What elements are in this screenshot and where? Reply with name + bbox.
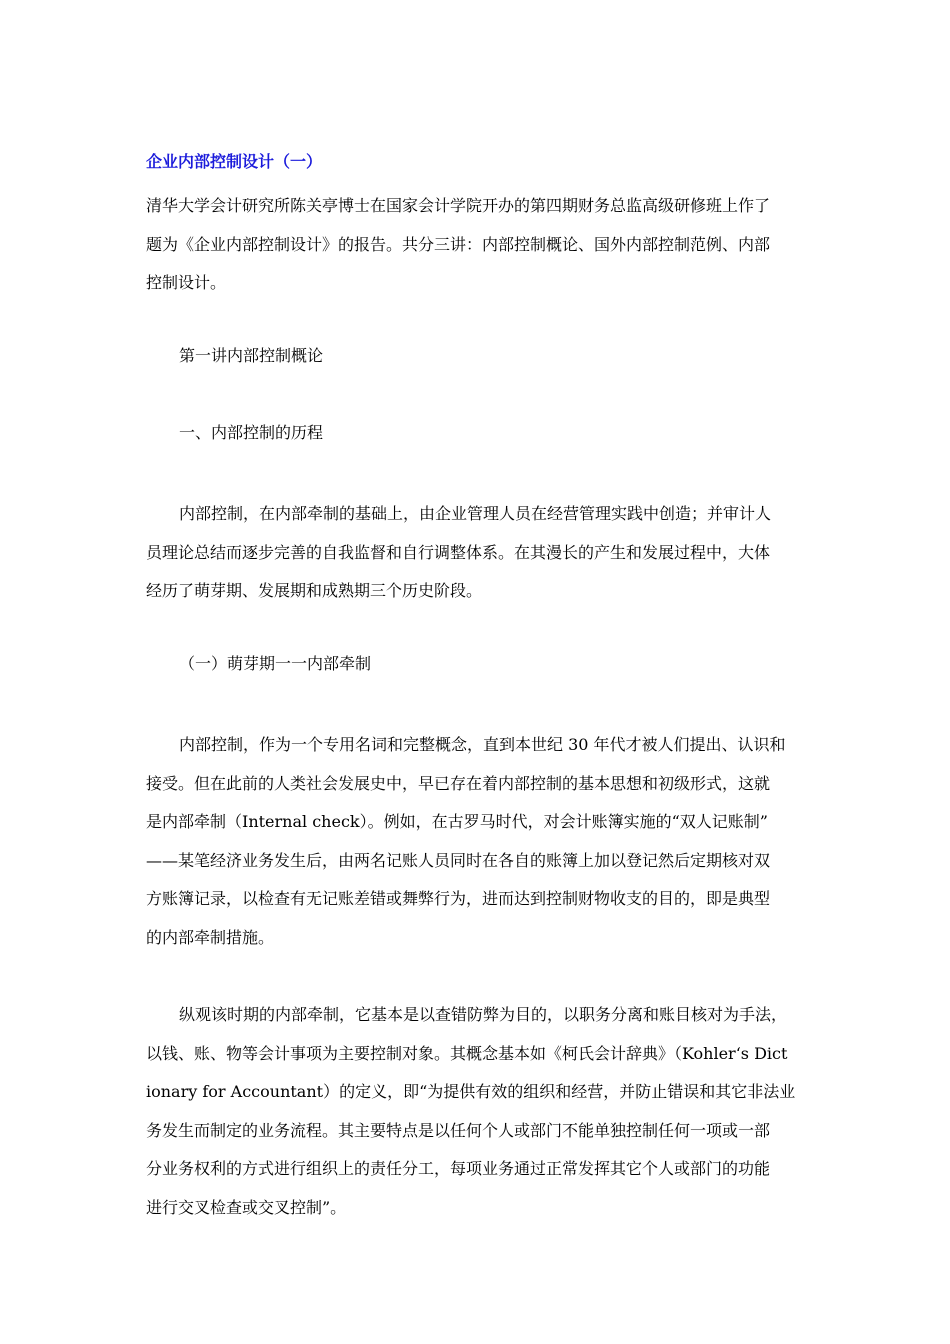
paragraph-line: 以钱、账、物等会计事项为主要控制对象。其概念基本如《柯氏会计辞典》（Kohler‘s Dict	[146, 1043, 788, 1063]
intro-line: 清华大学会计研究所陈关亭博士在国家会计学院开办的第四期财务总监高级研修班上作了	[146, 196, 771, 215]
paragraph-line: 员理论总结而逐步完善的自我监督和自行调整体系。在其漫长的产生和发展过程中，大体	[146, 542, 771, 562]
paragraph-line: 方账簿记录，以检查有无记账差错或舞弊行为，进而达到控制财物收支的目的，即是典型	[146, 889, 771, 908]
paragraph-line: 纵观该时期的内部牵制，它基本是以查错防弊为目的，以职务分离和账目核对为手法，	[179, 1005, 788, 1024]
paragraph-line: ionary for Accountant）的定义，即“为提供有效的组织和经营，并防止错误和其它非法业	[146, 1082, 796, 1101]
subsection-heading: （一）萌芽期一一内部牵制	[179, 654, 372, 673]
paragraph-line: 内部控制，在内部牵制的基础上，由企业管理人员在经营管理实践中创造；并审计人	[179, 504, 772, 523]
paragraph-line: 内部控制，作为一个专用名词和完整概念，直到本世纪 30 年代才被人们提出、认识和	[179, 735, 786, 754]
paragraph-line: 接受。但在此前的人类社会发展史中，早已存在着内部控制的基本思想和初级形式，这就	[146, 773, 771, 793]
intro-paragraph	[146, 187, 810, 303]
intro-line: 题为《企业内部控制设计》的报告。共分三讲：内部控制概论、国外内部控制范例、内部	[146, 234, 771, 254]
paragraph-line: 务发生而制定的业务流程。其主要特点是以任何个人或部门不能单独控制任何一项或一部	[146, 1120, 771, 1140]
paragraph-internal-check	[146, 726, 810, 957]
paragraph-definition	[146, 996, 810, 1227]
paragraph-line: ——某笔经济业务发生后，由两名记账人员同时在各自的账簿上加以登记然后定期核对双	[146, 850, 771, 870]
paragraph-line: 经历了萌芽期、发展期和成熟期三个历史阶段。	[146, 581, 483, 600]
document-title: 企业内部控制设计（一）	[146, 152, 323, 171]
paragraph-line: 是内部牵制（Internal check）。例如，在古罗马时代，对会计账簿实施的“双人记账制”	[146, 812, 768, 831]
intro-line: 控制设计。	[146, 273, 227, 292]
paragraph-line: 进行交叉检查或交叉控制”。	[146, 1197, 347, 1217]
paragraph-line: 分业务权利的方式进行组织上的责任分工，每项业务通过正常发挥其它个人或部门的功能	[146, 1159, 771, 1178]
paragraph-history	[146, 495, 810, 611]
paragraph-line: 的内部牵制措施。	[146, 927, 275, 947]
lecture-heading: 第一讲内部控制概论	[179, 346, 324, 365]
section-heading: 一、内部控制的历程	[179, 423, 324, 442]
